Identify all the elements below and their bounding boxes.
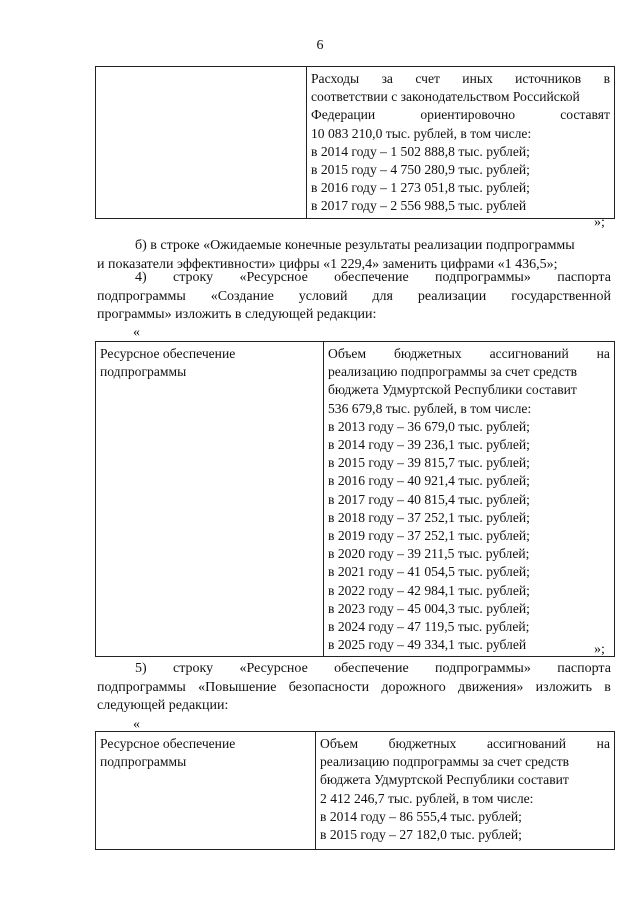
table-resource-support-road-safety (95, 731, 615, 850)
word: на (596, 346, 610, 361)
text-line (311, 143, 610, 161)
table1-left-cell (96, 67, 307, 219)
word: изложить (535, 679, 592, 695)
word: ассигнований (489, 346, 569, 361)
paragraph-4-line-2 (97, 288, 611, 307)
word: в 2014 году – 1 502 888,8 тыс. рублей; (311, 143, 530, 159)
word: ассигнований (486, 736, 567, 751)
word: в 2015 году – 39 815,7 тыс. рублей; (328, 455, 530, 471)
text-line (328, 509, 610, 527)
text-line (328, 618, 610, 636)
word: условий (298, 288, 348, 304)
word: бюджетных (393, 346, 462, 361)
table2-right-cell (324, 342, 615, 657)
table3-lines (320, 735, 610, 844)
word: следующей редакции: (97, 698, 229, 714)
paragraph-5-line-2 (97, 679, 611, 698)
text-line (328, 436, 610, 454)
text-line (311, 88, 610, 106)
word: в 2014 году – 39 236,1 тыс. рублей; (328, 437, 530, 453)
word: б) в строке «Ожидаемые конечные результаты реализации подпрограммы (135, 238, 575, 253)
paragraph-5-line-1 (97, 660, 611, 679)
word: Расходы (311, 71, 360, 86)
word: иных (462, 71, 493, 86)
word: в 2020 году – 39 211,5 тыс. рублей; (328, 546, 530, 562)
word: в 2024 году – 47 119,5 тыс. рублей; (328, 619, 530, 635)
paragraph-4-line-3 (97, 306, 611, 325)
word: составят (560, 107, 610, 123)
word: 4) (135, 270, 147, 285)
word: безопасности (288, 679, 370, 695)
text-line (320, 790, 610, 808)
word: в 2016 году – 40 921,4 тыс. рублей; (328, 473, 530, 489)
word: паспорта (557, 270, 611, 285)
word: подпрограммы» (435, 661, 531, 676)
word: дорожного (381, 679, 446, 695)
table-expenses-other-sources (95, 66, 615, 219)
text-line (320, 753, 610, 771)
word: в 2013 году – 36 679,0 тыс. рублей; (328, 418, 530, 434)
word: обеспечение (334, 661, 409, 676)
table1-lines (311, 70, 610, 216)
word: 536 679,8 тыс. рублей, в том числе: (328, 400, 532, 416)
text-line (311, 179, 610, 197)
word: в 2017 году – 2 556 988,5 тыс. рублей (311, 198, 527, 214)
text-line (328, 345, 610, 363)
page-number: 6 (316, 38, 324, 53)
word: движения» (458, 679, 524, 695)
word: обеспечение (334, 270, 409, 285)
closing-quote-1: »; (594, 215, 605, 230)
closing-quote-2: »; (594, 642, 605, 657)
text-line (320, 826, 610, 844)
word: строку (173, 661, 214, 676)
word: для (372, 288, 393, 304)
word: 2 412 246,7 тыс. рублей, в том числе: (320, 790, 534, 806)
word: 5) (135, 661, 147, 676)
text-line (328, 472, 610, 490)
text-line (328, 418, 610, 436)
word: программы» изложить в следующей редакции: (97, 307, 377, 323)
word: в 2017 году – 40 815,4 тыс. рублей; (328, 491, 530, 507)
word: в 2016 году – 1 273 051,8 тыс. рублей; (311, 180, 530, 196)
table3-left-label: Ресурсное обеспечение подпрограммы (96, 732, 316, 850)
word: и показатели эффективности» цифры «1 229,4» заменить цифрами «1 436,5»; (97, 256, 558, 272)
word: бюджета Удмуртской Республики составит (328, 382, 577, 398)
text-line (328, 636, 610, 654)
word: в 2018 году – 37 252,1 тыс. рублей; (328, 509, 530, 525)
table2-lines (328, 345, 610, 654)
opening-quote-2: « (133, 717, 140, 732)
text-line (311, 106, 610, 124)
word: на (596, 736, 610, 751)
word: «Создание (210, 288, 274, 304)
word: подпрограммы (97, 679, 186, 695)
opening-quote-1: « (133, 325, 140, 340)
word: паспорта (557, 661, 611, 676)
paragraph-b-line-1 (97, 237, 611, 256)
paragraph-5-line-3 (97, 697, 611, 716)
word: в 2015 году – 27 182,0 тыс. рублей; (320, 827, 522, 843)
text-line (328, 563, 610, 581)
word: в 2015 году – 4 750 280,9 тыс. рублей; (311, 162, 530, 178)
text-line (328, 527, 610, 545)
word: в 2022 году – 42 984,1 тыс. рублей; (328, 582, 530, 598)
text-line (328, 454, 610, 472)
word: подпрограммы (97, 288, 186, 304)
word: «Ресурсное (239, 270, 308, 285)
text-line (328, 491, 610, 509)
word: в 2023 году – 45 004,3 тыс. рублей; (328, 600, 530, 616)
word: бюджетных (388, 736, 457, 751)
word: источников (515, 71, 582, 86)
word: 10 083 210,0 тыс. рублей, в том числе: (311, 125, 532, 141)
word: в (603, 71, 610, 86)
text-line (328, 582, 610, 600)
word: строку (173, 270, 214, 285)
word: в 2014 году – 86 555,4 тыс. рублей; (320, 808, 522, 824)
paragraph-4-line-1 (97, 269, 611, 288)
word: бюджета Удмуртской Республики составит (320, 772, 569, 788)
text-line (328, 381, 610, 399)
table2-left-label: Ресурсное обеспечение подпрограммы (96, 342, 324, 657)
word: «Повышение (198, 679, 277, 695)
word: государственной (511, 288, 611, 304)
word: в 2025 году – 49 334,1 тыс. рублей (328, 637, 527, 653)
word: в 2021 году – 41 054,5 тыс. рублей; (328, 564, 530, 580)
text-line (311, 197, 610, 215)
word: Федерации (311, 107, 376, 123)
word: в 2019 году – 37 252,1 тыс. рублей; (328, 528, 530, 544)
text-line (328, 363, 610, 381)
word: Объем (328, 346, 367, 361)
text-line (311, 70, 610, 88)
table-resource-support-road-construction (95, 341, 615, 657)
text-line (328, 400, 610, 418)
word: в (604, 679, 611, 695)
word: Объем (320, 736, 359, 751)
word: реализацию подпрограммы за счет средств (328, 364, 578, 380)
text-line (320, 808, 610, 826)
word: подпрограммы» (435, 270, 531, 285)
text-line (320, 735, 610, 753)
table1-right-cell (307, 67, 615, 219)
text-line (311, 161, 610, 179)
text-line (328, 545, 610, 563)
word: реализацию подпрограммы за счет средств (320, 754, 570, 770)
word: «Ресурсное (239, 661, 308, 676)
word: счет (415, 71, 440, 86)
text-line (328, 600, 610, 618)
paragraph-4 (97, 269, 611, 325)
word: соответствии с законодательством Российской (311, 89, 580, 105)
word: ориентировочно (420, 107, 516, 123)
table3-right-cell (316, 732, 615, 850)
word: за (381, 71, 393, 86)
word: реализации (417, 288, 487, 304)
paragraph-5 (97, 660, 611, 716)
text-line (311, 125, 610, 143)
text-line (320, 771, 610, 789)
